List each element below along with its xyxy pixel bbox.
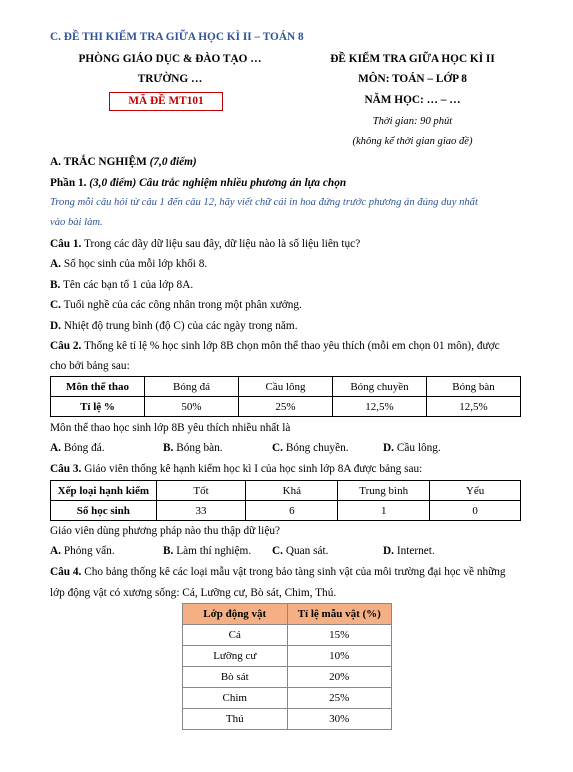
question-1 <box>50 238 360 250</box>
table-cell: 1 <box>338 501 430 521</box>
part1-label: Phần 1. <box>50 177 87 189</box>
option-text: Cầu lông. <box>396 442 441 454</box>
question-3-prompt: Giáo viên dùng phương pháp nào thu thập dữ liệu? <box>50 525 280 537</box>
option-letter: A. <box>50 258 61 270</box>
table-cell: Xếp loại hạnh kiểm <box>51 481 157 501</box>
table-cell: 30% <box>287 709 391 730</box>
question-2 <box>50 340 500 352</box>
q1-option-c <box>50 299 302 311</box>
table-row <box>51 481 521 501</box>
table-cell: Lưỡng cư <box>183 646 288 667</box>
exam-name: ĐỀ KIỂM TRA GIỮA HỌC KÌ II <box>330 53 495 65</box>
option-text: Quan sát. <box>285 545 329 557</box>
exam-code: MÃ ĐỀ MT101 <box>128 95 204 107</box>
section-a-heading <box>50 156 197 168</box>
question-3-text: Giáo viên thống kê hạnh kiểm học kì I của học sinh lớp 8A được bảng sau: <box>84 463 423 475</box>
question-2-label: Câu 2. <box>50 340 82 352</box>
table-row <box>183 709 392 730</box>
table-cell: 15% <box>287 625 391 646</box>
q1-option-d <box>50 320 298 332</box>
option-letter: C. <box>272 442 283 454</box>
question-2-text: Thống kê tỉ lệ % học sinh lớp 8B chọn môn thể thao yêu thích (mỗi em chọn 01 môn), được <box>84 340 500 352</box>
option-text: Nhiệt độ trung bình (độ C) của các ngày trong năm. <box>63 320 298 332</box>
option-text: Bóng bàn. <box>176 442 223 454</box>
q2-option-d <box>383 442 441 454</box>
question-4-text-cont: lớp động vật có xương sống: Cá, Lưỡng cư, Bò sát, Chim, Thú. <box>50 587 337 599</box>
question-4-label: Câu 4. <box>50 566 82 578</box>
table-cell: 12,5% <box>333 397 427 417</box>
q3-option-d <box>383 545 435 557</box>
table-row <box>51 397 521 417</box>
table-cell: Bò sát <box>183 667 288 688</box>
table-cell: Số học sinh <box>51 501 157 521</box>
table-cell: Tốt <box>156 481 246 501</box>
question-2-prompt: Môn thể thao học sinh lớp 8B yêu thích nhiều nhất là <box>50 422 291 434</box>
table-cell: 33 <box>156 501 246 521</box>
q3-option-c <box>272 545 328 557</box>
duration-note: (không kể thời gian giao đề) <box>352 136 473 147</box>
table-cell: Bóng bàn <box>427 377 521 397</box>
question-3 <box>50 463 422 475</box>
option-text: Phỏng vấn. <box>63 545 115 557</box>
option-letter: A. <box>50 545 61 557</box>
table-cell: 50% <box>145 397 239 417</box>
option-letter: B. <box>50 279 61 291</box>
option-letter: C. <box>272 545 283 557</box>
q2-sport-table <box>50 376 521 417</box>
q2-option-c <box>272 442 349 454</box>
school-year: NĂM HỌC: … – … <box>364 94 461 106</box>
table-cell: Cá <box>183 625 288 646</box>
q3-conduct-table <box>50 480 521 521</box>
table-cell: Cầu lông <box>239 377 333 397</box>
table-cell: Khá <box>246 481 338 501</box>
table-cell: 25% <box>239 397 333 417</box>
table-header-cell: Lớp động vật <box>183 604 288 625</box>
table-cell: 25% <box>287 688 391 709</box>
doc-title: C. ĐỀ THI KIỂM TRA GIỮA HỌC KÌ II – TOÁN 8 <box>50 31 304 43</box>
option-letter: A. <box>50 442 61 454</box>
part1-heading <box>50 177 346 189</box>
question-4-text: Cho bảng thống kê các loại mẫu vật trong bảo tàng sinh vật của môi trường đại học về những <box>84 566 506 578</box>
question-1-label: Câu 1. <box>50 238 82 250</box>
table-row <box>51 377 521 397</box>
department-name: PHÒNG GIÁO DỤC & ĐÀO TẠO … <box>78 53 262 65</box>
section-a-points: (7,0 điểm) <box>149 156 197 168</box>
option-text: Số học sinh của mỗi lớp khối 8. <box>63 258 208 270</box>
section-a-label: A. TRẮC NGHIỆM <box>50 156 147 168</box>
table-row <box>51 501 521 521</box>
table-row <box>183 646 392 667</box>
option-letter: D. <box>50 320 61 332</box>
table-cell: Yếu <box>430 481 521 501</box>
table-cell: Bóng chuyền <box>333 377 427 397</box>
q1-option-a <box>50 258 207 270</box>
q2-option-a <box>50 442 105 454</box>
option-letter: C. <box>50 299 61 311</box>
option-letter: B. <box>163 545 174 557</box>
table-cell: 6 <box>246 501 338 521</box>
table-row <box>183 625 392 646</box>
question-1-text: Trong các dãy dữ liệu sau đây, dữ liệu nào là số liệu liên tục? <box>84 238 361 250</box>
option-text: Tuổi nghề của các công nhân trong một phân xưởng. <box>63 299 302 311</box>
table-cell: Bóng đá <box>145 377 239 397</box>
table-row <box>183 604 392 625</box>
option-text: Làm thí nghiệm. <box>176 545 252 557</box>
q3-option-b <box>163 545 251 557</box>
option-letter: D. <box>383 545 394 557</box>
q4-animal-table <box>182 603 392 730</box>
table-cell: Môn thể thao <box>51 377 145 397</box>
exam-duration: Thời gian: 90 phút <box>372 116 453 127</box>
part1-instruction-line1: Trong mỗi câu hỏi từ câu 1 đến câu 12, hãy viết chữ cái in hoa đứng trước phương án đúng duy nhất <box>50 197 478 208</box>
table-row <box>183 688 392 709</box>
question-4 <box>50 566 506 578</box>
option-letter: D. <box>383 442 394 454</box>
table-cell: Tỉ lệ % <box>51 397 145 417</box>
table-header-cell: Tỉ lệ mẫu vật (%) <box>287 604 391 625</box>
option-text: Bóng chuyền. <box>285 442 349 454</box>
table-row <box>183 667 392 688</box>
question-2-text-cont: cho bởi bảng sau: <box>50 360 130 372</box>
q1-option-b <box>50 279 193 291</box>
q3-option-a <box>50 545 115 557</box>
table-cell: 12,5% <box>427 397 521 417</box>
option-text: Internet. <box>396 545 435 557</box>
table-cell: 0 <box>430 501 521 521</box>
school-name: TRƯỜNG … <box>137 73 203 85</box>
table-cell: 10% <box>287 646 391 667</box>
part1-title: (3,0 điểm) Câu trắc nghiệm nhiều phương án lựa chọn <box>89 177 347 189</box>
q2-option-b <box>163 442 223 454</box>
table-cell: 20% <box>287 667 391 688</box>
part1-instruction-line2: vào bài làm. <box>50 217 103 228</box>
table-cell: Thú <box>183 709 288 730</box>
table-cell: Trung bình <box>338 481 430 501</box>
option-text: Tên các bạn tổ 1 của lớp 8A. <box>62 279 194 291</box>
subject-grade: MÔN: TOÁN – LỚP 8 <box>358 73 467 85</box>
option-text: Bóng đá. <box>63 442 105 454</box>
exam-code-box <box>109 92 223 111</box>
option-letter: B. <box>163 442 174 454</box>
question-3-label: Câu 3. <box>50 463 82 475</box>
table-cell: Chim <box>183 688 288 709</box>
